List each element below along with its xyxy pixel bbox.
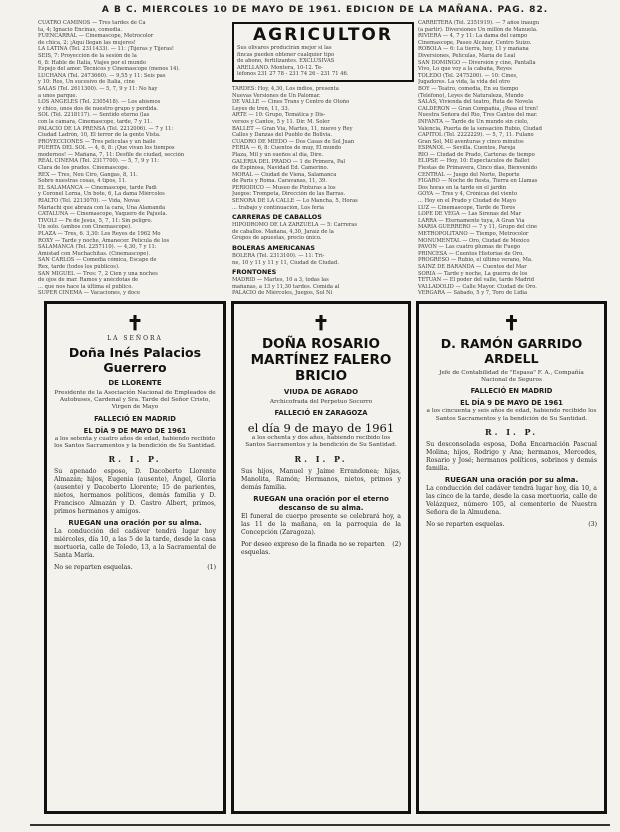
listing-line: Fiestas de Primavera, Cinco días, Bienvenido (418, 165, 538, 172)
listing-line: BOLERA (Tel. 2313100). — 11: Tri- (232, 253, 325, 260)
obituary-ruegan: RUEGAN una oración por su alma. (68, 519, 202, 528)
listing-line: MARÍA GUERRERO — 7 y 11, Grupo del cine (418, 224, 538, 231)
section-title-carreras: CARRERAS DE CABALLOS (232, 213, 322, 222)
listing-line: MADRID — Martes, 10 a 3, todas las (232, 277, 329, 284)
listings-block-b (232, 222, 414, 242)
obituary-age-text: a los ochenta y dos años, habiendo recibido los Santos Sacramentos y la bendición de Su Santidad. (245, 435, 397, 449)
listing-line: HIPÓDROMO DE LA ZARZUELA — 5: Carreras (232, 222, 358, 229)
listing-line: y 10: Ros, Un sucesivo de Italia, cine (38, 79, 135, 86)
left-listings-column (38, 20, 228, 296)
listing-line: CARRETERA (Tel. 2351919). — 7 años inaugu (418, 20, 540, 26)
listing-line: CATALUÑA — Cinemascope, Vaquero de Pajuela. (38, 211, 168, 218)
listing-line: REX — Tres, Nou Ciro, Gangas, 8, 11. (38, 171, 138, 178)
listing-line: SAINZ DE BARANDA — Cuentos del Mar (418, 263, 527, 270)
obituary-footer (241, 541, 401, 557)
listing-line: Calles y Danzas del Pueblo de Bolivia. (232, 132, 333, 139)
obituary-number: (3) (588, 520, 597, 528)
listing-line: LA LATINA (Tel. 2311433). — 11: ¡Tijeras y Tijeras! (38, 46, 175, 53)
listing-line: LUCHANA (Tel. 2473660). — 9,55 y 11: Seis pas (38, 72, 166, 79)
obituary-affiliation: Jefe de Contabilidad de "Espasa" F. A., Compañía Nacional de Seguros (439, 370, 584, 384)
listing-line: versos y Cantos, 5 y 11. Dir. M. Soler (232, 118, 330, 125)
obituary-ruegan: RUEGAN una oración por su alma. (444, 475, 579, 484)
listing-line: CENTRAL — Juego del Norte, Deporte (418, 171, 520, 178)
listing-line: TÍVOLI — Fe de Jesús, 5, 7, 11: Sin peligro. (38, 217, 153, 224)
listings-block-a (232, 86, 414, 211)
obituary-death-place: FALLECIÓ EN MADRID (470, 387, 553, 396)
listing-line: METROPOLITANO — Tiempo, Metrocolor (418, 231, 529, 237)
listing-line: SALAS (Tel. 2611300). — 5, 7, 9 y 11: No hay (38, 85, 158, 92)
agricultor-ad (232, 22, 414, 82)
obituary-2 (231, 301, 411, 814)
section-title-boleras: BOLERAS AMERICANAS (232, 244, 315, 253)
listing-line: BALLET — Gran Vía, Martes, 11, nuevo y Rey (232, 125, 353, 132)
listing-line: CAPITOL (Tel. 2222229). — 5, 7, 11. Fulano (418, 132, 534, 139)
listing-line: VERGARA — Sábado, 5 y 7, Toro de Lidia (418, 290, 528, 296)
listing-line: léfonos 231 27 78 - 231 74 26 - 231 71 46. (237, 71, 349, 78)
listing-line: de caballos. Mañana, 4,30, Jaraíz de la (232, 228, 334, 235)
listing-line: SORIA — Tarde y noche, La guerra de los (418, 270, 528, 277)
listing-line: ELIPSE — Hoy, 10: Espectáculos de Ballet (418, 158, 530, 165)
listing-line: ROXY — Tarde y noche, Amanecer. Película de los (38, 237, 170, 244)
listing-line: ROBOLA — 6: La tierra, hoy, 11 y mañana (418, 46, 529, 53)
obituary-conduccion: La conducción del cadáver tendrá lugar hoy, día 10, a las cinco de la tarde, desde la casa mortuoria, calle de Velázquez, número 105, al cementerio de Nuestra Señora de la Almudena. (426, 484, 597, 516)
obituary-name: Doña Inés Palacios Guerrero (68, 345, 202, 375)
obituary-death-date: EL DÍA 9 DE MAYO DE 1961 (83, 426, 187, 435)
listing-line: SUPER CINEMA — Vacaciones, y doce (38, 290, 141, 296)
obituary-death-place: FALLECIÓ EN ZARAGOZA (274, 409, 368, 418)
listing-line: RÍO — Ciudad de Prado, Carteras de tiempo (418, 151, 535, 158)
listing-line: de abono, fertilizantes. EXCLUSIVAS (237, 58, 335, 65)
listing-line: REAL CINEMA (Tel. 2317700). — 5, 7, 9 y 11: (38, 158, 160, 165)
listing-line: EL SALAMANCA — Cinemascope, tarde Padi (38, 184, 157, 191)
listing-line: SAN MIGUEL — Tres: 7, 2 Cien y una noches (38, 270, 158, 277)
listing-line: RIALTO (Tel. 2213070). — Vida, Novas (38, 198, 140, 205)
listing-line: RIVIERA — 4, 7 y 11: La dama del campo (418, 33, 528, 40)
listing-line: a unos parque. (38, 92, 78, 99)
listing-line: PALACIO de Miércoles, Juegos, Sol Ni (232, 290, 333, 296)
obituary-family: Su apenado esposo, D. Dacoberto Llorente Almazán; hijos, Eugenia (ausente), Ángel, Gloria (ausente) y Dacoberto Llorente; 15 de parientes, nietos, hermanos políticos, demás familia y D. Francisco Almazán y D. Castro Albert, primos, primos hermanos y amigos. (54, 468, 216, 516)
obituary-number: (1) (207, 564, 216, 572)
listing-line: ARTE — 10: Grupo, Temática y Dis- (232, 112, 326, 119)
obituary-footer-note: Por deseo expreso de la finada no se reparten esquelas. (241, 540, 385, 556)
listing-line: PLAZA — Tres, 6. 3,30: Los Reyes de 1962 Mo (38, 231, 161, 237)
listing-line: Rex, tarde (todos los públicos). (38, 263, 120, 270)
listing-line: LUZ — Cinemascope, Tarde de Toros (418, 204, 516, 211)
cross-icon: ✝ (503, 311, 520, 335)
obituary-footer-note: No se reparten esquelas. (426, 520, 505, 528)
listing-line: BOY — Teatro, comedia, En su tiempo (418, 85, 519, 92)
listing-line: Ciudad Ladrón, 10, El terror de la gente Vista. (38, 132, 161, 139)
listing-line: (a partir). Diversiones Un millón de Manuela. (418, 26, 538, 33)
listing-line: y chico, unos dos de nuestro grupo y perdida. (38, 105, 159, 112)
listing-line: CUADRO DE MIEDO — Dos Casas de Sol Juan (232, 138, 355, 145)
listing-line: LARRA — Eternamente tuya, A Gran Vía (418, 217, 525, 224)
listing-line: FIGARO — Noche de fiesta, Tierra en Llamas (418, 178, 538, 185)
obituary-family: Su desconsolada esposa, Doña Encarnación Pascual Molina; hijos, Rodrigo y Ana; hermanos, Mercedes, Rosario y José; hermanos políticos, sobrinos y demás familia. (426, 440, 597, 472)
listing-line: Plaza, Mil y un sueños al día, Dire. (232, 151, 324, 158)
listing-line: SALAMANCA (Tel. 2257110). — 4,30, 7 y 11: (38, 244, 157, 251)
listing-line: PERIÓDICO — Museo de Pinturas a los (232, 184, 336, 191)
listing-line: PROGRESO — Rubio, el último verano, Ma. (418, 257, 533, 264)
obituary-pre-title: LA SEÑORA (107, 335, 163, 342)
listing-line: Valencia, Puerta de la sensación Rubio, Ciudad (418, 125, 542, 132)
listing-line: SALAS, Vivienda del teatro, Ruta de Novela (418, 99, 533, 106)
listing-line: Nuevas Versiones de Un Palomar. (232, 92, 321, 99)
listing-line: MORAL — Ciudad de Viena, Salamanca (232, 171, 337, 178)
cross-icon: ✝ (312, 311, 330, 335)
listing-line: de Paris y Roma. Caravanas, 11, 39. (232, 178, 327, 185)
listing-line: de chica, 2; ¡Aquí llegan las mujeres! (38, 39, 136, 46)
obituary-ruegan: RUEGAN una oración por el eterno descanso de su alma. (253, 494, 389, 512)
listing-line: Espejo del amor. Técnicos y Cinemascope (menos 14). (38, 66, 181, 73)
obituary-rip: R. I. P. (294, 453, 348, 464)
listing-line: SAN CARLOS — Comedia cómica, Escape de (38, 257, 157, 264)
listing-line: ARELLANO. Montera, 10-12. Te- (237, 64, 323, 71)
obituary-affiliation: Archicofrada del Perpetuo Socorro (269, 399, 373, 405)
listing-line: 6, 8: Hable de Italia, Viajes por el mundo (38, 59, 146, 66)
listing-line: ta, 4; Ignacio Encinas, comedia. (38, 26, 123, 33)
listing-line: SEIS, 7: Proyección de la sesión de la (38, 52, 137, 59)
listing-line: PALACIO DE LA PRENSA (Tel. 2212006). — 7 y 11: (38, 125, 174, 132)
obituary-3 (416, 301, 607, 814)
listing-line: PRINCESA — Cuentos Historias de Oro. (418, 250, 524, 257)
obituary-number: (2) (392, 540, 401, 548)
listing-line: PAVÓN — Las cuatro plumas de Fuego (418, 244, 521, 251)
listing-line: Vivo, Lo que voy a la cabaña, Reyes (418, 66, 512, 73)
listing-line: ... Hoy en el Prado y Ciudad de Mayo (418, 198, 516, 205)
listing-line: fincas pueden obtener cualquier tipo (237, 51, 335, 58)
obituary-footer-note: No se reparten esquelas. (54, 564, 133, 572)
listings-block-c (232, 253, 414, 266)
listing-line: SEÑORA DE LA CALLE — Lo Mancha, 5, Horas (232, 198, 358, 205)
listing-line: Mariachi que abraza con la cara, Una Alamanda (38, 204, 166, 211)
listing-line: Jugadores. La vida, la vida del otro (418, 79, 510, 86)
listing-line: TARDES: Hoy, 4,30, Los indios, presenta (232, 85, 339, 92)
listing-line: CUATRO CAMINOS — Tres tardes de Ca (38, 20, 146, 26)
right-listings-column (418, 20, 610, 296)
obituary-conduccion: La conducción del cadáver tendrá lugar hoy miércoles, día 10, a las 5 de la tarde, desde la casa mortuoria, calle de Toledo, 13, a la Sacramental de Santa María. (54, 528, 216, 560)
ad-text (237, 45, 409, 78)
listings-block-d (232, 277, 414, 296)
obituary-age-text: a los setenta y cuatro años de edad, habiendo recibido los Santos Sacramentos y la bendición de Su Santidad. (54, 435, 216, 449)
obituary-footer (426, 521, 597, 529)
listing-line: FERIA — 6, 8: Cuentos de muy, El mundo (232, 145, 342, 152)
listing-line: Diversiones, Películas, María de Leal (418, 52, 516, 59)
listing-line: ... trabajo y continuación, Los feria (232, 204, 324, 211)
obituary-age-text: a los cincuenta y seis años de edad, habiendo recibido los Santos Sacramentos y la bendición de Su Santidad. (426, 408, 597, 422)
ad-title: AGRICULTOR (253, 25, 393, 45)
listing-line: mañanas, a 13 y 11,30 tardes. Comida al (232, 283, 340, 290)
obituary-family: Sus hijos, Manuel y Jaime Errandonea; hijas, Manolita, Ramón; Hermanos, nietos, primos y demás familia. (241, 467, 401, 491)
listing-line: GOYA — Tres y 4, Crónicas del viento (418, 191, 517, 198)
obituary-death-place: FALLECIÓ EN MADRID (94, 414, 176, 423)
listing-line: SOL (Tel. 2218117). — Sentido eterno (las (38, 112, 150, 119)
listing-line: Grupos de apuestas, precio único. (232, 235, 322, 242)
obituary-death-date: EL DÍA 9 DE MAYO DE 1961 (460, 399, 563, 408)
listing-line: Un solo. (ambos con Cinemascope). (38, 224, 132, 231)
section-title-frontones: FRONTONES (232, 268, 277, 277)
listing-line: Juegos: Trompeta, Dirección de las Barras. (232, 191, 346, 198)
listing-line: Sobre nuestras cosas, 4 tipos, 11. (38, 178, 127, 185)
listing-line: CALDERÓN — Gran Compañía, ¡Pasa el tren! (418, 105, 539, 112)
listing-line: Dos horas en la tarde en el jardín (418, 184, 507, 191)
obituary-name: DOÑA ROSARIO MARTÍNEZ FALERO BRICIO (250, 336, 392, 384)
listing-line: Sus olivares producirán mejor si las (237, 45, 332, 51)
listing-line: con la cámara, Cinemascope, tarde, 7 y 11. (38, 118, 152, 125)
listing-line: TETUÁN — El poder del valle, tarde Madrid (418, 277, 535, 284)
listing-line: Clara de los prados. Cinemascope. (38, 165, 130, 172)
obituary-death-date: el día 9 de mayo de 1961 (247, 421, 395, 436)
listing-line: Gran Sol, Mil aventuras y cinco minutos (418, 138, 524, 145)
obituary-subtitle: VIUDA DE AGRADO (283, 388, 359, 396)
listing-line: PUERTA DEL SOL — 4, 6, 8: ¡Que vivan los tiempos (38, 145, 175, 152)
listing-line: GALERÍA DEL PRADO — 1 de Primera, Pal (232, 158, 346, 165)
page-header: A B C. MIERCOLES 10 DE MAYO DE 1961. EDICION DE LA MAÑANA. PAG. 82. (101, 5, 549, 15)
obituary-name: D. RAMÓN GARRIDO ARDELL (440, 336, 583, 366)
listing-line: ... que nos hace la última el público. (38, 283, 133, 290)
obituary-1 (44, 301, 226, 814)
listing-line: Leyes de tren, 11, 33. (232, 105, 290, 112)
listing-line: Cinemascope, Paseo Alcázar, Centro Suizo. (418, 39, 532, 46)
listing-line: FUENCARRAL — Cinemascope, Metrocolor (38, 33, 154, 40)
obituary-rip: R. I. P. (484, 426, 538, 437)
listing-line: SAN DOMINGO — Diversión y cine, Pantalla (418, 59, 536, 66)
listing-line: INFANTA — Tarde de Un mundo sin cielo, (418, 118, 529, 125)
obituary-rip: R. I. P. (108, 454, 162, 465)
listing-line: ESPAÑOL — Sevilla. Cuentos, Pareja (418, 145, 516, 152)
obituary-affiliation: Presidente de la Asociación Nacional de Empleados de Autobuses, Cardenal y Sra. Tarde del Señor Cristo, Virgen de Mayo (54, 390, 216, 411)
listing-line: ne, 10 y 11 y 11 y 11, Ciudad de Ciudad. (232, 259, 339, 266)
listing-line: Nuestra Señora del Río, Tres Cantos del mar. (418, 112, 538, 119)
listing-line: TOLEDO (Tel. 2475200). — 10: Cines, (418, 72, 518, 79)
listing-line: modernos! — Mañana, 7, 11: Desfile de ciudad, sección (38, 151, 185, 158)
listing-line: de Espinosa, Navidad Ed. Camerino. (232, 165, 329, 172)
listing-line: de ojos de mar. Ramos y anécdotas de (38, 277, 139, 284)
listing-line: LOPE DE VEGA — Las Sirenas del Mar (418, 211, 522, 218)
bottom-rule (30, 824, 610, 826)
listing-line: LOS ANGELES (Tel. 2305418). — Los abismos (38, 99, 161, 106)
listing-line: Amistad con Muchachitas. (Cinemascope). (38, 250, 151, 257)
obituary-footer (54, 564, 216, 572)
obituary-subtitle: DE LLORENTE (108, 379, 162, 387)
listing-line: DE VALLE — Cines Trans y Centro de Otoño (232, 99, 350, 106)
listing-line: PROYECCIONES — Tres películas y un baile (38, 138, 156, 145)
listing-line: (Teléfono), Leyes de Naturaleza, Mundo (418, 92, 524, 99)
cross-icon: ✝ (126, 311, 144, 335)
listing-line: MONUMENTAL — Oro, Ciudad de México (418, 237, 530, 244)
listing-line: VALLADOLID — Calle Mayor. Ciudad de Oro. (418, 283, 537, 290)
middle-listings-column (232, 20, 414, 296)
listing-line: y Coronel Lorna, Un bote, 6, La dama Miércoles (38, 191, 165, 198)
obituary-conduccion: El funeral de cuerpo presente se celebrará hoy, a las 11 de la mañana, en la parroquia de la Concepción (Zaragoza). (241, 512, 401, 536)
